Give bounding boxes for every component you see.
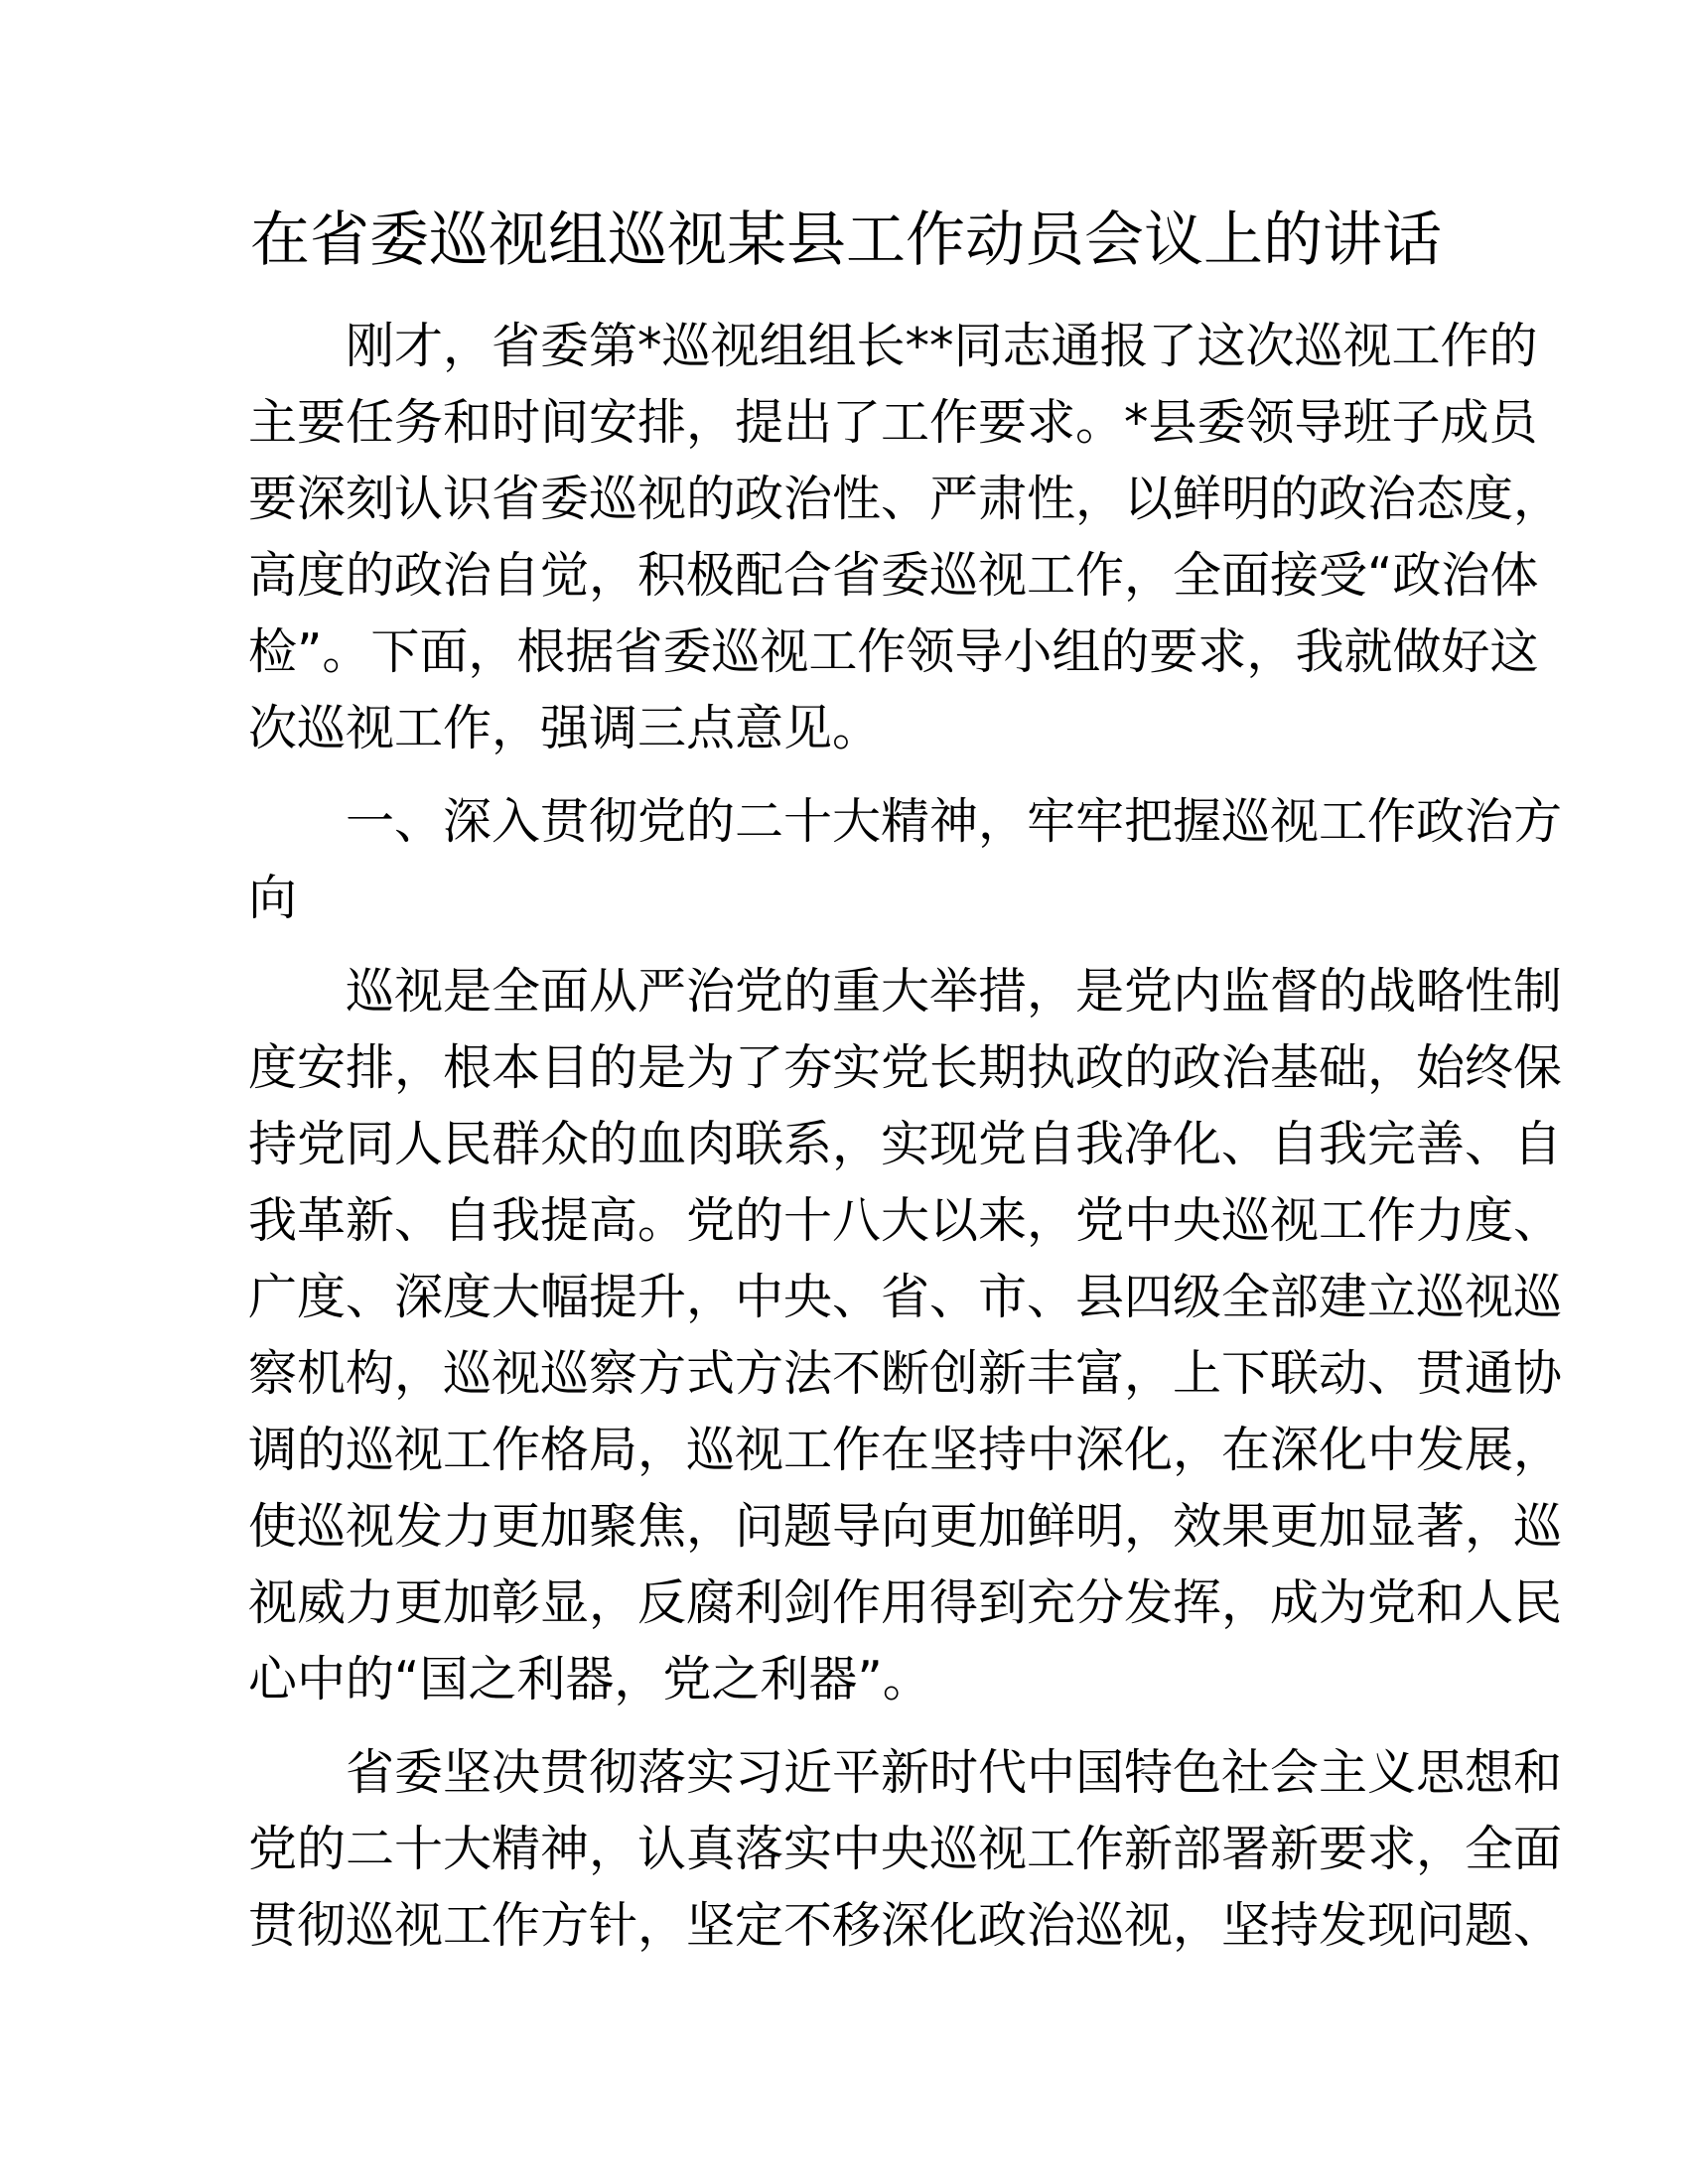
section-heading-1	[248, 783, 1563, 936]
text-line: 高度的政治自觉，积极配合省委巡视工作，全面接受“政治体	[248, 547, 1539, 604]
text-line: 巡视是全面从严治党的重大举措，是党内监督的战略性制	[346, 963, 1563, 1020]
text-line: 调的巡视工作格局，巡视工作在坚持中深化，在深化中发展，	[248, 1422, 1563, 1478]
text-line: 心中的“国之利器，党之利器”。	[248, 1651, 931, 1707]
text-line: 次巡视工作，强调三点意见。	[248, 700, 882, 756]
text-line: 持党同人民群众的血肉联系，实现党自我净化、自我完善、自	[248, 1116, 1563, 1172]
document-body	[248, 308, 1563, 1980]
text-line: 党的二十大精神，认真落实中央巡视工作新部署新要求，全面	[248, 1821, 1563, 1877]
text-line: 刚才，省委第*巡视组组长**同志通报了这次巡视工作的	[346, 318, 1538, 374]
paragraph-intro	[248, 308, 1563, 766]
text-line: 使巡视发力更加聚焦，问题导向更加鲜明，效果更加显著，巡	[248, 1498, 1563, 1555]
heading-line: 一、深入贯彻党的二十大精神，牢牢把握巡视工作政治方	[346, 793, 1563, 850]
paragraph-inspection-significance	[248, 953, 1563, 1717]
document-title: 在省委巡视组巡视某县工作动员会议上的讲话	[250, 205, 1442, 275]
text-line: 我革新、自我提高。党的十八大以来，党中央巡视工作力度、	[248, 1192, 1563, 1249]
heading-line: 向	[248, 870, 298, 926]
text-line: 主要任务和时间安排，提出了工作要求。*县委领导班子成员	[248, 394, 1538, 451]
paragraph-provincial-committee	[248, 1734, 1563, 1964]
text-line: 度安排，根本目的是为了夯实党长期执政的政治基础，始终保	[248, 1039, 1563, 1096]
text-line: 省委坚决贯彻落实习近平新时代中国特色社会主义思想和	[346, 1744, 1563, 1801]
text-line: 视威力更加彰显，反腐利剑作用得到充分发挥，成为党和人民	[248, 1574, 1563, 1631]
text-line: 要深刻认识省委巡视的政治性、严肃性，以鲜明的政治态度，	[248, 471, 1563, 527]
text-line: 广度、深度大幅提升，中央、省、市、县四级全部建立巡视巡	[248, 1269, 1563, 1325]
text-line: 贯彻巡视工作方针，坚定不移深化政治巡视，坚持发现问题、	[248, 1897, 1563, 1954]
text-line: 检”。下面，根据省委巡视工作领导小组的要求，我就做好这	[248, 623, 1539, 680]
text-line: 察机构，巡视巡察方式方法不断创新丰富，上下联动、贯通协	[248, 1345, 1563, 1402]
